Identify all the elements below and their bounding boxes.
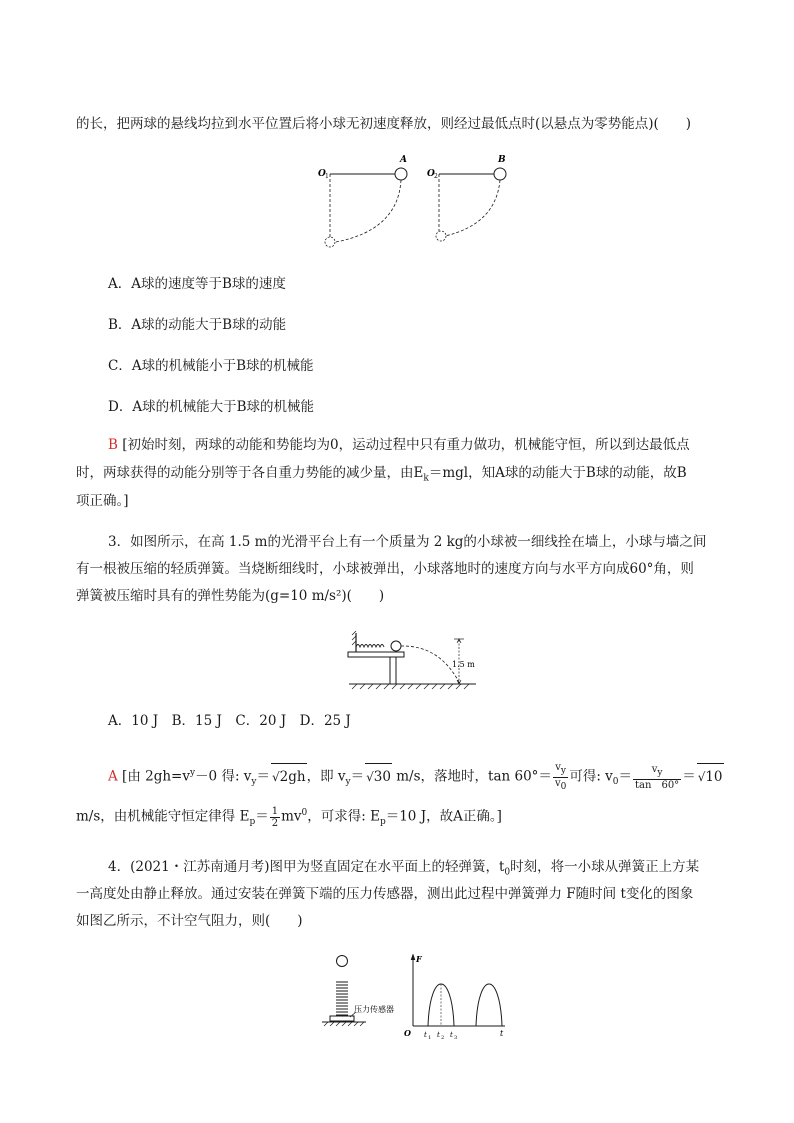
q2-explanation-text-2: 时，两球获得的动能分别等于各自重力势能的减少量，由	[76, 465, 414, 481]
t3-sub: 3	[454, 1035, 458, 1041]
sol-part: ＝	[256, 768, 271, 785]
sol-sub: p	[249, 817, 256, 828]
q2-explanation-line-3: 项正确。]	[76, 493, 129, 509]
sol-part: ，即 v	[306, 768, 346, 785]
q2-option-c: C．A球的机械能小于B球的机械能	[108, 358, 314, 374]
sol-sub: p	[379, 817, 386, 828]
t1-sub: 1	[428, 1035, 432, 1041]
drop-ball	[337, 956, 348, 967]
sol-sup: 0	[301, 808, 308, 818]
q2-answer-letter: B	[108, 437, 118, 453]
q4-line-2: 一高度处由静止释放。通过安装在弹簧下端的压力传感器，测出此过程中弹簧弹力 F随时间 t变化的图象	[76, 886, 694, 902]
sol-part: ＝	[682, 768, 696, 785]
ball-b	[494, 168, 506, 180]
label-o2: O	[427, 169, 435, 179]
sol-part: ＝10 J，故A正确。]	[385, 808, 502, 825]
q3-solution-line-1	[108, 760, 724, 795]
sol-part: m/s，由机械能守恒定律得 E	[76, 808, 250, 825]
label-b: B	[498, 155, 506, 165]
q2-option-d: D．A球的机械能大于B球的机械能	[108, 399, 314, 415]
sqrt-10: √10	[697, 763, 724, 790]
platform-figure	[344, 625, 494, 693]
sqrt-2gh: √2gh	[271, 763, 307, 790]
q2-explanation-text-3: ，知A球的动能大于B球的动能，故B	[468, 465, 687, 481]
sol-part: ，可求得: E	[307, 808, 380, 825]
label-o1-sub: 1	[325, 173, 329, 180]
q3-line-2: 有一根被压缩的轻质弹簧。当烧断细线时，小球被弹出，小球落地时的速度方向与水平方向成60°角，则	[76, 561, 694, 577]
wall-hatch-3	[352, 641, 356, 645]
ground-hatch	[352, 684, 469, 689]
sol-part: ＝	[255, 808, 269, 825]
pulse-2	[476, 984, 502, 1026]
sol-part: [由 2gh=v	[122, 768, 190, 785]
intro-line: 的长，把两球的悬线均拉到水平位置后将小球无初速度释放，则经过最低点时(以悬点为零势能点)( )	[76, 116, 692, 132]
fraction-one-half: $\frac{1}{2}$	[271, 805, 279, 829]
label-o2-sub: 2	[434, 173, 438, 180]
q2-explanation-line-2	[76, 463, 687, 489]
q2-option-a: A．A球的速度等于B球的速度	[108, 276, 286, 292]
q2-option-b: B．A球的动能大于B球的动能	[108, 317, 287, 333]
q2-formula-ek-sub: k	[423, 473, 429, 484]
q4-line-3: 如图乙所示，不计空气阻力，则( )	[76, 913, 303, 929]
ball-b-lowest	[436, 231, 446, 241]
sol-sub: y	[345, 777, 351, 788]
ball-a-lowest	[325, 237, 335, 247]
wall-hatch-1	[352, 631, 356, 635]
spring-graph-figure	[320, 950, 520, 1040]
q3-line-1: 3．如图所示，在高 1.5 m的光滑平台上有一个质量为 2 kg的小球被一细线拴在墙上，小球与墙之间	[108, 534, 707, 550]
t2-label: t	[437, 1031, 440, 1039]
platform	[348, 652, 404, 657]
q2-explanation-text-1: [初始时刻，两球的动能和势能均为0，运动过程中只有重力做功，机械能守恒，所以到达最低点	[122, 437, 690, 453]
wall-hatch-2	[352, 636, 356, 640]
arc-a	[336, 180, 401, 242]
sol-sub: 0	[612, 777, 619, 788]
q2-explanation-line-1	[108, 435, 690, 455]
sol-part: －0 得: v	[195, 768, 252, 785]
height-label: 1.5 m	[452, 660, 475, 669]
sensor-label: 压力传感器	[354, 1005, 394, 1014]
fraction-vy-v0: $\frac{v_y}{v_0}$	[554, 761, 567, 792]
q3-options: A．10 J B．15 J C．20 J D．25 J	[108, 713, 351, 729]
q3-line-3: 弹簧被压缩时具有的弹性势能为(g=10 m/s²)( )	[76, 588, 385, 604]
pendulum-figure	[310, 150, 510, 250]
q3-answer-letter: A	[108, 768, 118, 785]
sol-part: m/s，落地时，tan 60°＝	[391, 768, 552, 785]
q2-formula-ek: E	[413, 465, 424, 481]
t-axis-label: t	[500, 1029, 504, 1038]
label-o1: O	[318, 169, 326, 179]
fraction-vy-tan60: $\frac{v_y}{\tan 60^\circ}$	[635, 763, 680, 791]
sol-sub: y	[251, 777, 257, 788]
sensor-ground-hatch	[324, 1022, 364, 1026]
sol-part: 可得: v	[569, 768, 613, 785]
vertical-spring	[336, 982, 348, 1015]
arc-b	[445, 180, 500, 236]
spring-coil	[356, 645, 384, 648]
t2-sub: 2	[441, 1035, 445, 1041]
sol-part: ＝	[350, 768, 365, 785]
q3-solution-line-2	[76, 800, 502, 835]
origin-label: O	[404, 1028, 411, 1038]
label-a: A	[400, 155, 407, 165]
sol-part: mv	[281, 808, 302, 825]
ball-a	[395, 168, 407, 180]
q4-line-1: 4．(2021・江苏南通月考)图甲为竖直固定在水平面上的轻弹簧，$t_0$时刻，将一小球从弹簧正上方某	[108, 859, 700, 878]
t3-label: t	[450, 1031, 453, 1039]
sqrt-30: √30	[365, 763, 392, 790]
f-axis-label: F	[416, 954, 422, 964]
q2-formula-ek-rest: ＝mgl	[428, 465, 469, 481]
sol-part: ＝	[618, 768, 633, 785]
t1-label: t	[424, 1031, 427, 1039]
f-axis-arrow	[411, 954, 415, 960]
platform-ball	[391, 641, 401, 651]
sol-sup: y	[189, 768, 196, 778]
